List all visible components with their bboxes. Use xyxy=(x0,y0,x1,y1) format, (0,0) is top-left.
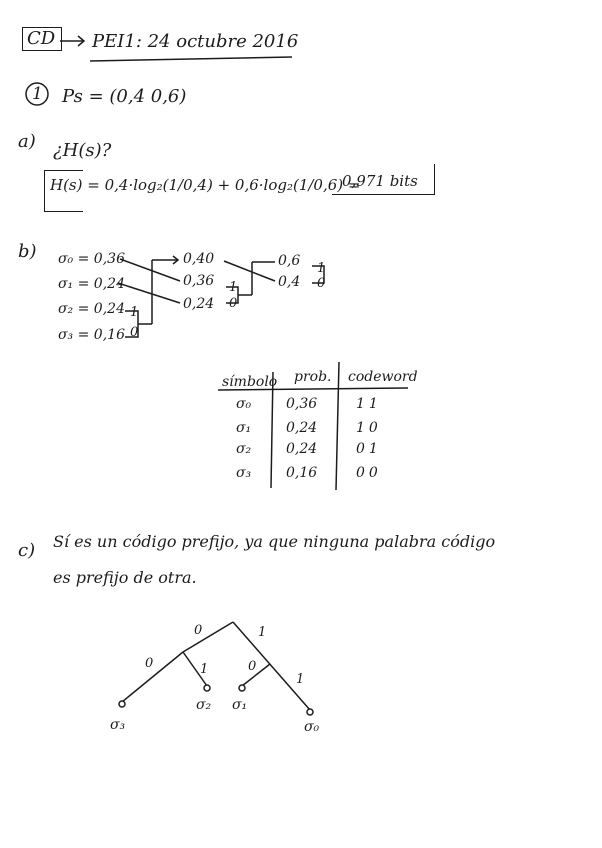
part-b-label: b) xyxy=(18,241,37,262)
part-a-label: a) xyxy=(18,131,36,152)
table-cell-codeword: 11 xyxy=(356,396,382,412)
part-c-label: c) xyxy=(18,540,36,561)
symbol-prob-3: σ₃ = 0,16 xyxy=(58,327,125,343)
table-cell-prob: 0,24 xyxy=(286,441,318,457)
table-cell-prob: 0,36 xyxy=(286,396,318,412)
merge2-prob-0: 0,6 xyxy=(278,253,301,269)
merge1-prob-1: 0,36 xyxy=(183,273,215,289)
tree-edge-label: 1 xyxy=(296,672,305,687)
course-code: CD xyxy=(27,28,56,49)
entropy-formula: H(s) = 0,4·log₂(1/0,4) + 0,6·log₂(1/0,6) = xyxy=(50,176,361,194)
table-cell-prob: 0,16 xyxy=(286,465,318,481)
huffman-bit-label: 1 xyxy=(317,261,326,276)
table-cell-codeword: 00 xyxy=(356,465,382,481)
part-a-question: ¿H(s)? xyxy=(53,140,112,161)
huffman-bit-label: 0 xyxy=(130,325,139,340)
tree-leaf-label: σ₃ xyxy=(110,717,126,733)
table-header-symbol: símbolo xyxy=(222,374,278,390)
tree-leaf-label: σ₂ xyxy=(196,697,212,713)
part-c-answer-line1: Sí es un código prefijo, ya que ninguna palabra código xyxy=(53,532,496,551)
problem-number: 1 xyxy=(32,84,43,104)
tree-leaf-label: σ₀ xyxy=(304,719,320,735)
table-header-prob: prob. xyxy=(294,369,332,385)
huffman-bit-label: 1 xyxy=(130,305,139,320)
tree-edge-label: 1 xyxy=(200,662,209,677)
huffman-bit-label: 0 xyxy=(317,276,326,291)
merge1-prob-2: 0,24 xyxy=(183,296,215,312)
symbol-prob-1: σ₁ = 0,24 xyxy=(58,276,125,292)
merge2-prob-1: 0,4 xyxy=(278,274,301,290)
page-title: PEI1: 24 octubre 2016 xyxy=(92,31,299,52)
merge1-prob-0: 0,40 xyxy=(183,251,215,267)
tree-edge-label: 1 xyxy=(258,625,267,640)
table-cell-symbol: σ₂ xyxy=(236,441,252,457)
part-c-answer-line2: es prefijo de otra. xyxy=(53,568,197,587)
table-header-codeword: codeword xyxy=(348,369,418,385)
tree-leaf-label: σ₁ xyxy=(232,697,248,713)
table-cell-codeword: 01 xyxy=(356,441,382,457)
tree-edge-label: 0 xyxy=(145,656,154,671)
entropy-result: 0,971 bits xyxy=(342,172,418,190)
tree-edge-label: 0 xyxy=(194,623,203,638)
table-cell-codeword: 10 xyxy=(356,420,382,436)
table-cell-prob: 0,24 xyxy=(286,420,318,436)
table-cell-symbol: σ₀ xyxy=(236,396,252,412)
table-cell-symbol: σ₁ xyxy=(236,420,252,436)
table-cell-symbol: σ₃ xyxy=(236,465,252,481)
tree-edge-label: 0 xyxy=(248,659,257,674)
source-probabilities: Ps = (0,4 0,6) xyxy=(62,86,187,107)
symbol-prob-2: σ₂ = 0,24 xyxy=(58,301,125,317)
huffman-bit-label: 0 xyxy=(229,296,238,311)
huffman-bit-label: 1 xyxy=(229,280,238,295)
symbol-prob-0: σ₀ = 0,36 xyxy=(58,251,125,267)
